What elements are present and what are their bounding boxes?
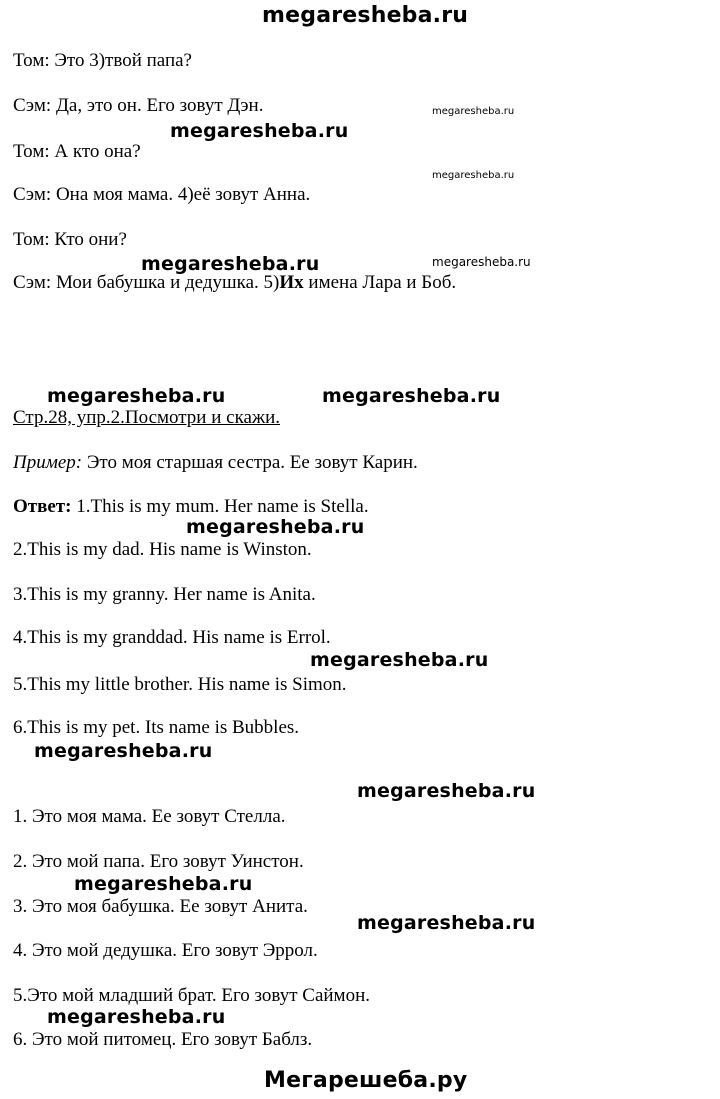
answer-line-1 (13, 496, 369, 518)
watermark: megaresheba.ru (322, 385, 501, 407)
watermark: megaresheba.ru (170, 120, 349, 142)
answer-en-2: 2.This is my dad. His name is Winston. (13, 539, 312, 560)
dialog-text: А кто она? (49, 141, 141, 162)
dialog-speaker: Том: (13, 229, 50, 250)
dialog-text: имена Лара и Боб. (303, 272, 457, 293)
footer-title: Мегарешеба.ру (264, 1068, 468, 1093)
example-text: Это моя старшая сестра. Ее зовут Карин. (82, 452, 418, 473)
header-watermark: megaresheba.ru (262, 3, 469, 28)
watermark: megaresheba.ru (47, 1006, 226, 1028)
dialog-text: Она моя мама. 4)её зовут Анна. (51, 184, 311, 205)
answer-en-4: 4.This is my granddad. His name is Errol. (13, 627, 331, 648)
dialog-speaker: Том: (13, 141, 50, 162)
answer-ru-3: 3. Это моя бабушка. Ее зовут Анита. (13, 896, 308, 917)
dialog-speaker: Том: (13, 50, 50, 71)
watermark: megaresheba.ru (357, 912, 536, 934)
watermark: megaresheba.ru (141, 253, 320, 275)
dialog-line-5 (13, 229, 127, 251)
dialog-text: Это 3)твой папа? (49, 50, 192, 71)
watermark-small: megaresheba.ru (432, 255, 531, 269)
watermark: megaresheba.ru (47, 385, 226, 407)
dialog-speaker: Сэм: (13, 272, 52, 293)
answer-en-6: 6.This is my pet. Its name is Bubbles. (13, 717, 300, 738)
watermark: megaresheba.ru (357, 780, 536, 802)
watermark: megaresheba.ru (34, 740, 213, 762)
answer-ru-1: 1. Это моя мама. Ее зовут Стелла. (13, 806, 286, 827)
dialog-line-6 (13, 272, 456, 294)
watermark: megaresheba.ru (310, 649, 489, 671)
answer-label: Ответ: (13, 496, 72, 517)
dialog-text: Мои бабушка и дедушка. 5) (51, 272, 280, 293)
dialog-text-bold: Их (279, 272, 304, 293)
answer-en-1: 1.This is my mum. Her name is Stella. (71, 496, 369, 517)
watermark: megaresheba.ru (74, 873, 253, 895)
exercise-heading: Стр.28, упр.2.Посмотри и скажи. (13, 407, 281, 428)
dialog-speaker: Сэм: (13, 95, 52, 116)
dialog-speaker: Сэм: (13, 184, 52, 205)
dialog-line-3 (13, 141, 141, 163)
dialog-line-4 (13, 184, 310, 206)
answer-ru-2: 2. Это мой папа. Его зовут Уинстон. (13, 851, 304, 872)
answer-ru-6: 6. Это мой питомец. Его зовут Баблз. (13, 1029, 313, 1050)
dialog-text: Да, это он. Его зовут Дэн. (51, 95, 264, 116)
dialog-text: Кто они? (49, 229, 127, 250)
answer-en-5: 5.This my little brother. His name is Simon. (13, 674, 347, 695)
watermark-small: megaresheba.ru (432, 106, 515, 117)
example-line (13, 452, 418, 474)
dialog-line-2 (13, 95, 263, 117)
watermark-small: megaresheba.ru (432, 170, 515, 181)
dialog-line-1 (13, 50, 192, 72)
answer-ru-4: 4. Это мой дедушка. Его зовут Эррол. (13, 940, 318, 961)
answer-ru-5: 5.Это мой младший брат. Его зовут Саймон. (13, 985, 371, 1006)
watermark: megaresheba.ru (186, 516, 365, 538)
example-label: Пример: (13, 452, 83, 473)
answer-en-3: 3.This is my granny. Her name is Anita. (13, 584, 316, 605)
